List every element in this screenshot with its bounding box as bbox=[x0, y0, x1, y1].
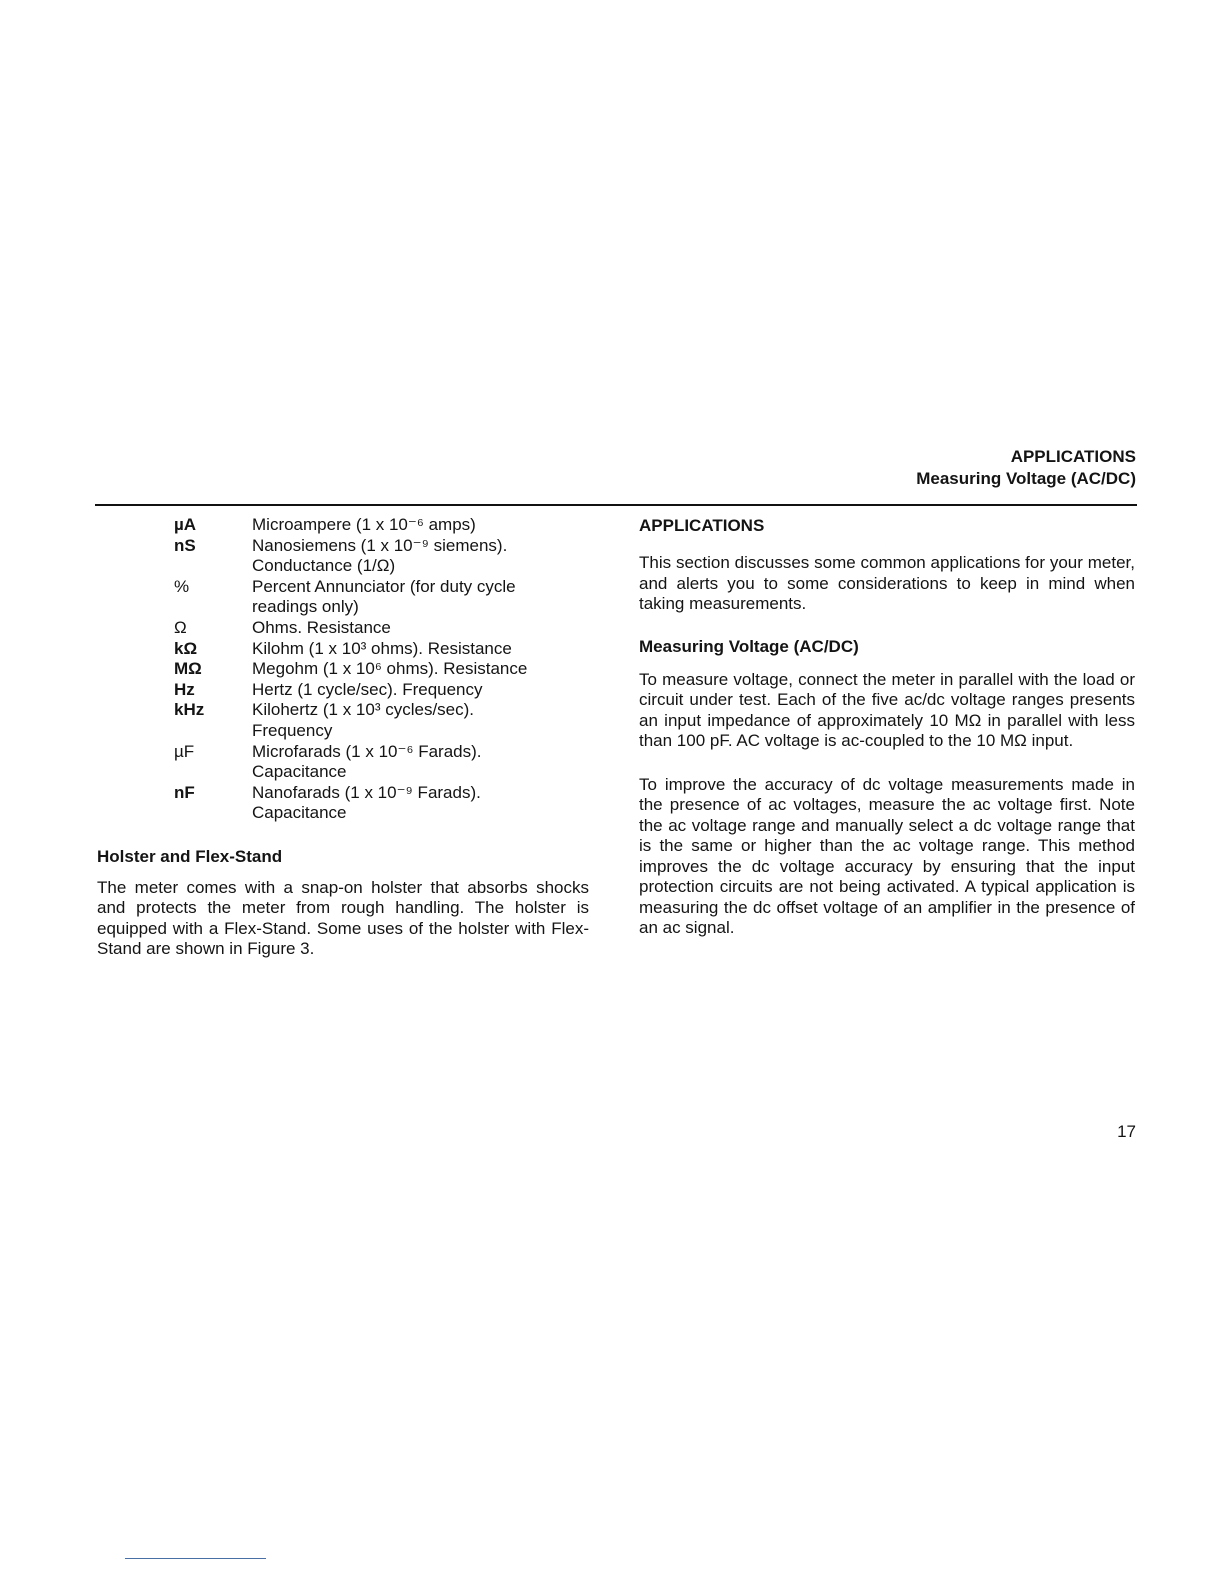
symbol: µF bbox=[174, 741, 195, 761]
symbol-list bbox=[97, 515, 589, 824]
symbol: kΩ bbox=[174, 638, 198, 658]
applications-heading: APPLICATIONS bbox=[639, 516, 765, 535]
symbol: Ω bbox=[174, 617, 187, 637]
footer-rule bbox=[125, 1558, 266, 1559]
symbol-description: Megohm (1 x 10⁶ ohms). Resistance bbox=[252, 659, 528, 679]
symbol-description: Hertz (1 cycle/sec). Frequency bbox=[252, 679, 483, 699]
holster-body: The meter comes with a snap-on holster that absorbs shocks and protects the meter from rough handling. The holster is equipped with a Flex-Stand. Some uses of the holster with Flex-Stand are shown in Figure 3. bbox=[97, 877, 589, 959]
applications-body: This section discusses some common applications for your meter, and alerts you to some considerations to keep in mind when taking measurements. bbox=[639, 553, 1135, 613]
symbol: MΩ bbox=[174, 659, 202, 679]
header-rule bbox=[95, 504, 1137, 506]
symbol-row bbox=[97, 536, 589, 577]
symbol: kHz bbox=[174, 700, 205, 720]
symbol-description: Percent Annunciator (for duty cycle readings only) bbox=[252, 576, 516, 617]
voltage-para-1: To measure voltage, connect the meter in parallel with the load or circuit under test. Each of the five ac/dc voltage ranges presents an input impedance of approximately 10 MΩ in parallel with less than 100 pF. AC voltage is ac-coupled to the 10 MΩ input. bbox=[639, 669, 1135, 750]
symbol-row bbox=[97, 680, 589, 701]
right-column bbox=[639, 515, 1135, 939]
symbol-description: Microfarads (1 x 10⁻⁶ Farads). Capacitance bbox=[252, 741, 482, 782]
symbol-row bbox=[97, 639, 589, 660]
symbol-row bbox=[97, 700, 589, 741]
symbol: µA bbox=[174, 515, 197, 534]
header-subsection: Measuring Voltage (AC/DC) bbox=[916, 469, 1136, 488]
running-header bbox=[916, 446, 1136, 490]
symbol-description: Kilohertz (1 x 10³ cycles/sec). Frequency bbox=[252, 700, 475, 740]
symbol-description: Microampere (1 x 10⁻⁶ amps) bbox=[252, 515, 476, 534]
symbol-row bbox=[97, 783, 589, 824]
voltage-heading: Measuring Voltage (AC/DC) bbox=[639, 636, 859, 656]
symbol: nS bbox=[174, 535, 196, 555]
symbol-row bbox=[97, 515, 589, 536]
symbol: Hz bbox=[174, 679, 195, 699]
symbol: nF bbox=[174, 782, 195, 802]
symbol: % bbox=[174, 576, 190, 596]
symbol-row bbox=[97, 577, 589, 618]
left-column bbox=[97, 515, 589, 960]
symbol-description: Kilohm (1 x 10³ ohms). Resistance bbox=[252, 638, 512, 658]
voltage-para-2: To improve the accuracy of dc voltage measurements made in the presence of ac voltages, measure the ac voltage first. Note the ac voltage range and manually select a dc voltage range that is the same or higher than the ac voltage range. This method improves the dc voltage accuracy by ensuring that the input protection circuits are not being activated. A typical application is measuring the dc offset voltage of an amplifier in the presence of an ac signal. bbox=[639, 774, 1135, 937]
page-number: 17 bbox=[1117, 1122, 1136, 1141]
symbol-description: Ohms. Resistance bbox=[252, 617, 391, 637]
symbol-row bbox=[97, 659, 589, 680]
symbol-description: Nanosiemens (1 x 10⁻⁹ siemens). Conductance (1/Ω) bbox=[252, 535, 508, 576]
header-section: APPLICATIONS bbox=[1010, 447, 1136, 466]
holster-heading: Holster and Flex-Stand bbox=[97, 846, 283, 866]
symbol-row bbox=[97, 618, 589, 639]
symbol-description: Nanofarads (1 x 10⁻⁹ Farads). Capacitance bbox=[252, 782, 481, 823]
symbol-row bbox=[97, 742, 589, 783]
